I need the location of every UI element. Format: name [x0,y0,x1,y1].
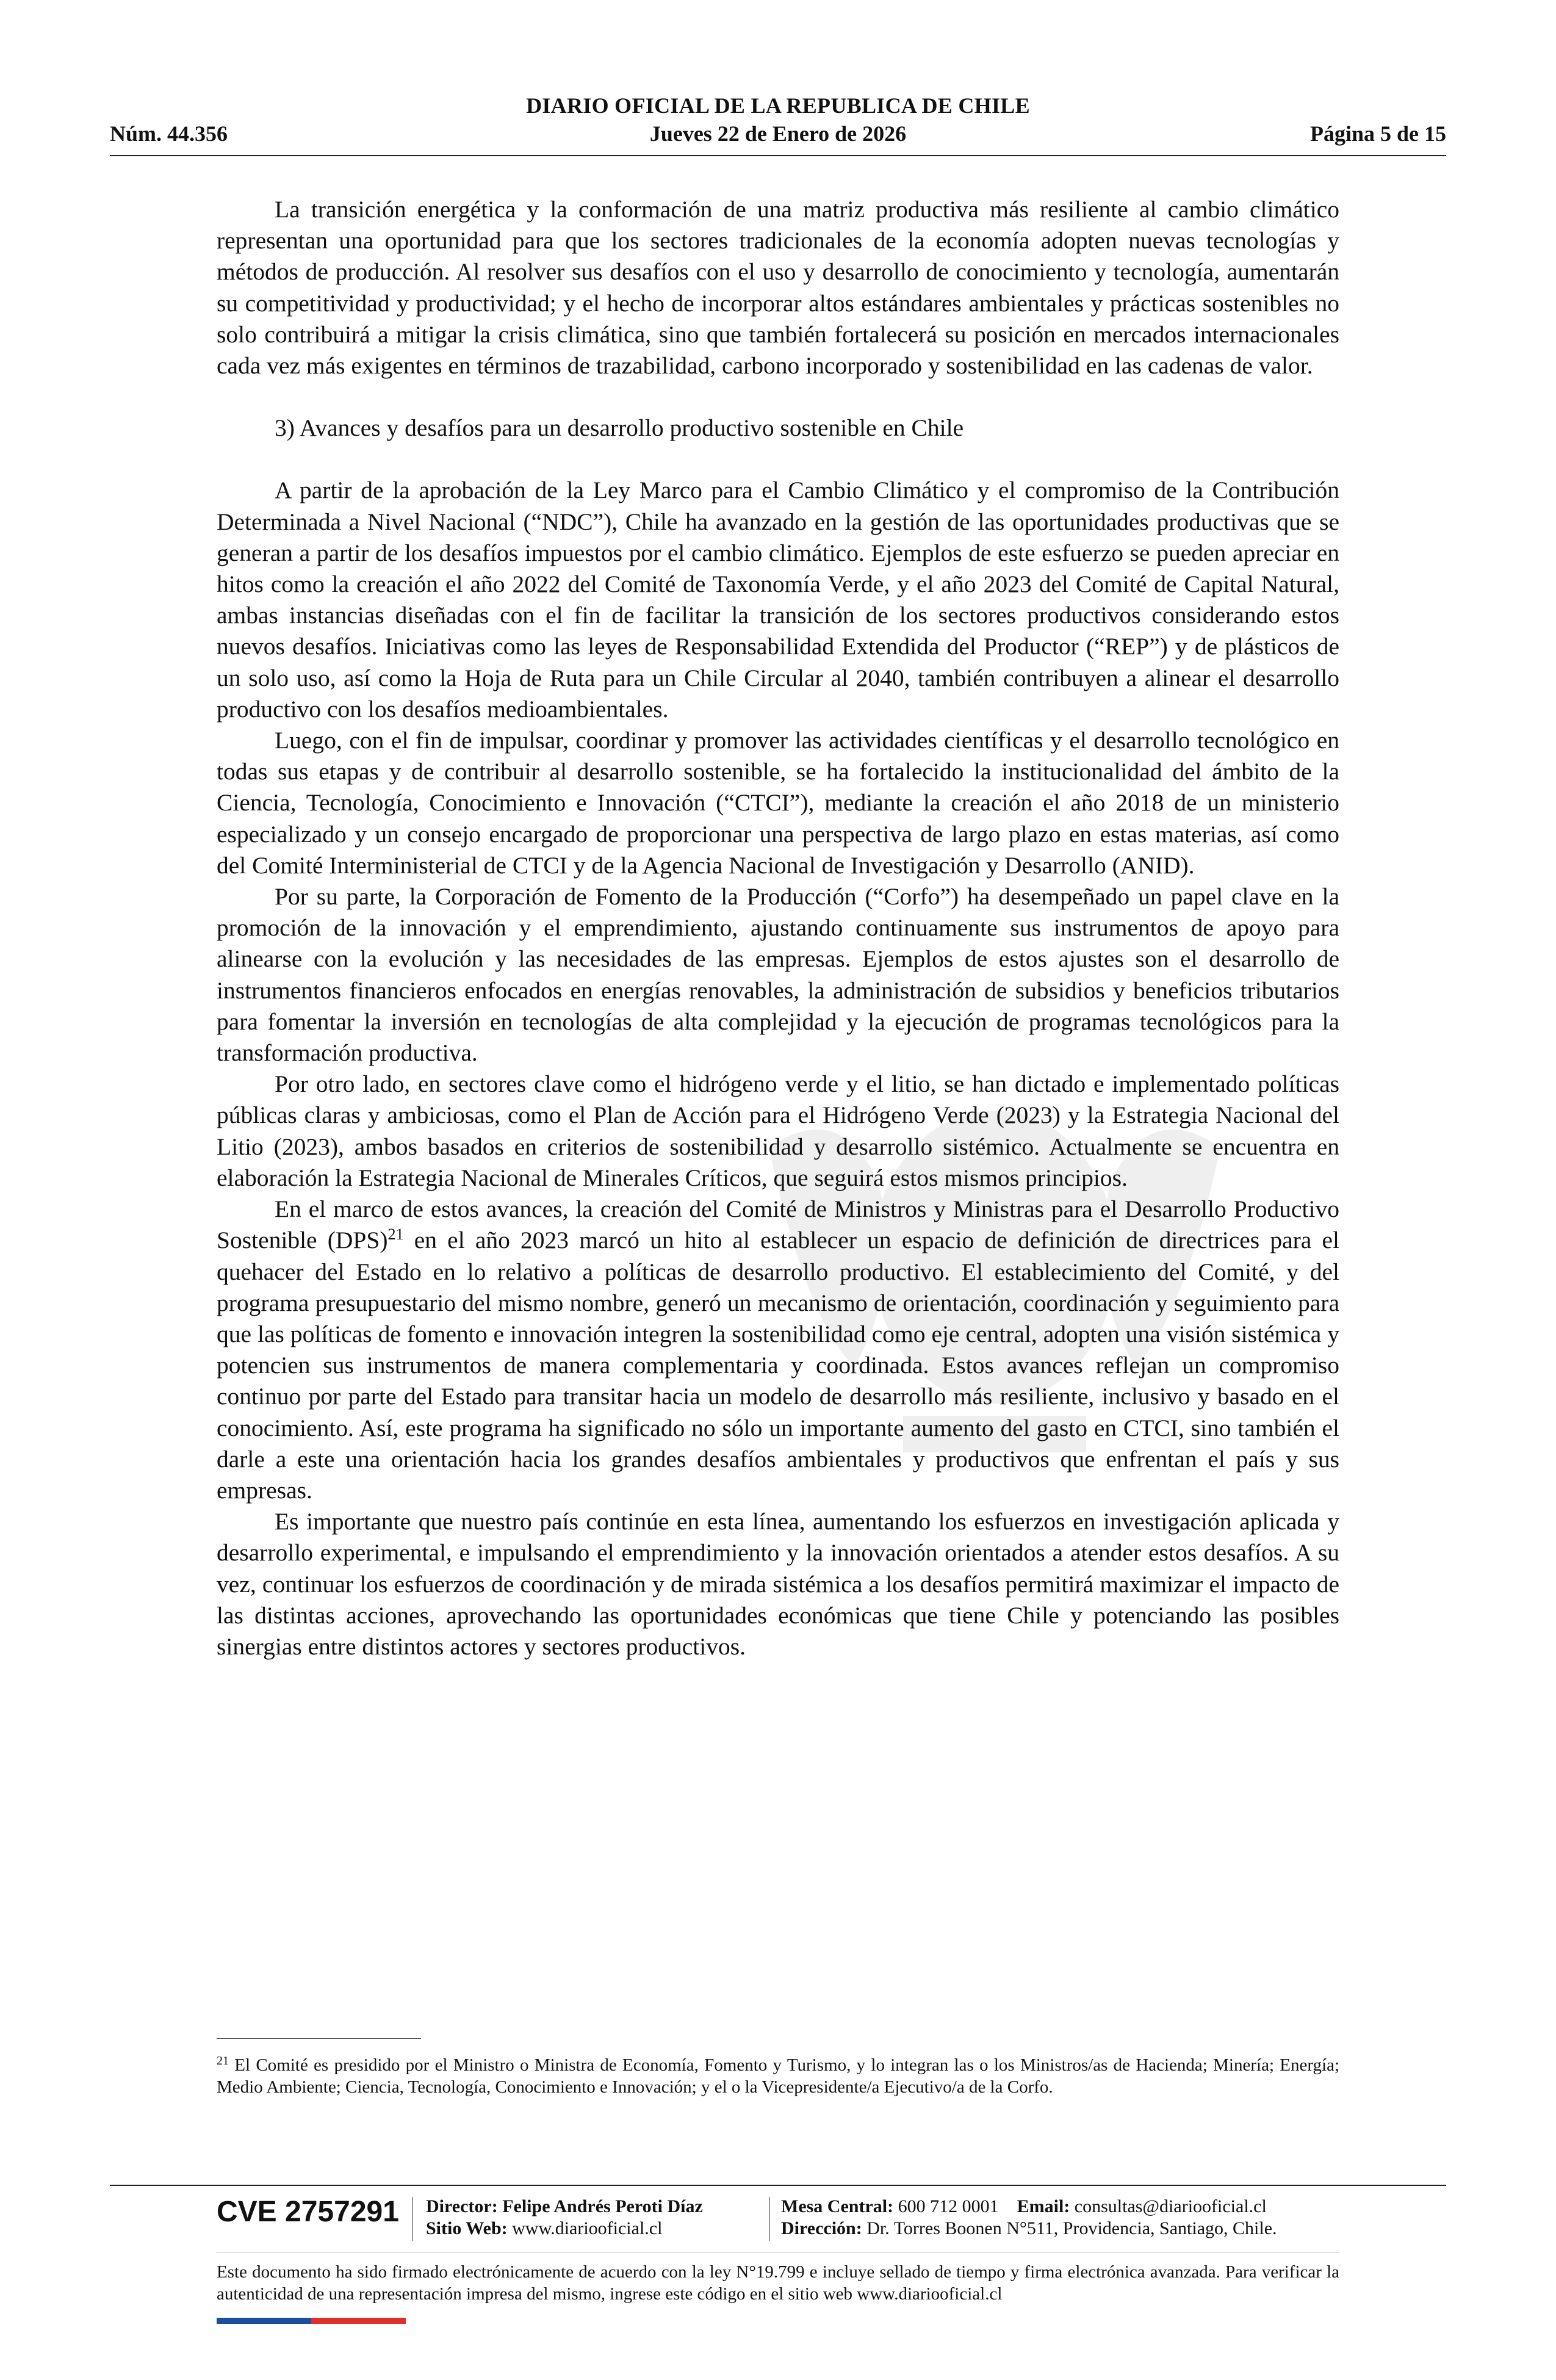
contact-info [781,2196,1277,2240]
paragraph-2: A partir de la aprobación de la Ley Marco para el Cambio Climático y el compromiso de la Contribución Determinada a Nivel Nacional (“NDC”), Chile ha avanzado en la gestión de las oportunidades productivas que se generan a partir de los desafíos impuestos por el cambio climático. Ejemplos de este esfuerzo se pueden apreciar en hitos como la creación el año 2022 del Comité de Taxonomía Verde, y el año 2023 del Comité de Capital Natural, ambas instancias diseñadas con el fin de facilitar la transición de los sectores productivos considerando estos nuevos desafíos. Iniciativas como las leyes de Responsabilidad Extendida del Productor (“REP”) y de plásticos de un solo uso, así como la Hoja de Ruta para un Chile Circular al 2040, también contribuyen a alinear el desarrollo productivo con los desafíos medioambientales. [217,477,1339,723]
footnote-mark: 21 [217,2054,229,2068]
flag-stripe [217,2318,406,2324]
footer-divider [110,2185,1446,2186]
email-label: Email: [1017,2196,1070,2216]
director-info [426,2196,703,2240]
footnote-divider [217,2038,421,2039]
footnote [217,2054,1339,2098]
paragraph-6 [217,1194,1339,1506]
footnote-text: El Comité es presidido por el Ministro o Ministra de Economía, Fomento y Turismo, y lo integran las o los Ministros/as de Hacienda; Minería; Energía; Medio Ambiente; Ciencia, Tecnología, Conocimiento e Innovación; y el o la Vicepresidente/a Ejecutivo/a de la Corfo. [217,2055,1339,2097]
page-indicator: Página 5 de 15 [1309,121,1446,146]
paragraph-6-text-b: en el año 2023 marcó un hito al establecer un espacio de definición de directrices para el quehacer del Estado en lo relativo a políticas de desarrollo productivo. El establecimiento del Comité, y del programa presupuestario del mismo nombre, generó un mecanismo de orientación, coordinación y seguimiento para que las políticas de fomento e innovación integren la sostenibilidad como eje central, adopten una visión sistémica y potencien sus instrumentos de manera complementaria y coordinada. Estos avances reflejan un compromiso continuo por parte del Estado para transitar hacia un modelo de desarrollo más resiliente, inclusivo y basado en el conocimiento. Así, este programa ha significado no sólo un importante aumento del gasto en CTCI, sino también el darle a este una orientación hacia los grandes desafíos ambientales y productivos que enfrentan el país y sus empresas. [217,1227,1339,1504]
email-link[interactable]: consultas@diariooficial.cl [1074,2196,1267,2216]
cve-code: CVE 2757291 [217,2196,399,2228]
address-value: Dr. Torres Boonen N°511, Providencia, Santiago, Chile. [866,2218,1277,2238]
mesa-phone: 600 712 0001 [898,2196,999,2216]
director-label: Director: [426,2196,498,2216]
address-label: Dirección: [781,2218,862,2238]
issue-number: Núm. 44.356 [110,121,228,146]
footnote-reference[interactable]: 21 [387,1225,404,1244]
paragraph-6-text-a: En el marco de estos avances, la creación del Comité de Ministros y Ministras para el Desarrollo Productivo Sostenible (DPS) [217,1195,1339,1254]
site-link[interactable]: www.diariooficial.cl [512,2218,663,2238]
footer-separator [412,2197,413,2241]
newspaper-title: DIARIO OFICIAL DE LA REPUBLICA DE CHILE [526,93,1030,118]
flag-red-segment [311,2318,406,2324]
paragraph-1: La transición energética y la conformación de una matriz productiva más resiliente al cambio climático representan una oportunidad para que los sectores tradicionales de la economía adopten nuevas tecnologías y métodos de producción. Al resolver sus desafíos con el uso y desarrollo de conocimiento y tecnología, aumentarán su competitividad y productividad; y el hecho de incorporar altos estándares ambientales y prácticas sostenibles no solo contribuirá a mitigar la crisis climática, sino que también fortalecerá su posición en mercados internacionales cada vez más exigentes en términos de trazabilidad, carbono incorporado y sostenibilidad en las cadenas de valor. [217,196,1339,380]
flag-blue-segment [217,2318,311,2324]
verification-notice: Este documento ha sido firmado electrónicamente de acuerdo con la ley N°19.799 e incluye sellado de tiempo y firma electrónica avanzada. Para verificar la autenticidad de una representación impresa del mismo, ingrese este código en el sitio web www.diariooficial.cl [217,2262,1339,2304]
paragraph-7: Es importante que nuestro país continúe en esta línea, aumentando los esfuerzos en investigación aplicada y desarrollo experimental, e impulsando el emprendimiento y la innovación orientados a atender estos desafíos. A su vez, continuar los esfuerzos de coordinación y de mirada sistémica a los desafíos permitirá maximizar el impacto de las distintas acciones, aprovechando las oportunidades económicas que tiene Chile y potenciando las posibles sinergias entre distintos actores y sectores productivos. [217,1508,1339,1660]
section-heading: 3) Avances y desafíos para un desarrollo productivo sostenible en Chile [275,414,964,442]
director-name: Felipe Andrés Peroti Díaz [502,2196,703,2216]
footer-separator [769,2197,770,2241]
header-divider [110,155,1446,156]
article-body [217,194,1339,1662]
mesa-label: Mesa Central: [781,2196,894,2216]
site-label: Sitio Web: [426,2218,508,2238]
paragraph-5: Por otro lado, en sectores clave como el hidrógeno verde y el litio, se han dictado e implementado políticas públicas claras y ambiciosas, como el Plan de Acción para el Hidrógeno Verde (2023) y la Estrategia Nacional del Litio (2023), ambos basados en criterios de sostenibilidad y desarrollo sistémico. Actualmente se encuentra en elaboración la Estrategia Nacional de Minerales Críticos, que seguirá estos mismos principios. [217,1070,1339,1191]
issue-date: Jueves 22 de Enero de 2026 [649,121,907,146]
paragraph-3: Luego, con el fin de impulsar, coordinar y promover las actividades científicas y el desarrollo tecnológico en todas sus etapas y de contribuir al desarrollo sostenible, se ha fortalecido la institucionalidad del ámbito de la Ciencia, Tecnología, Conocimiento e Innovación (“CTCI”), mediante la creación el año 2018 de un ministerio especializado y un consejo encargado de proporcionar una perspectiva de largo plazo en estas materias, así como del Comité Interministerial de CTCI y de la Agencia Nacional de Investigación y Desarrollo (ANID). [217,727,1339,879]
header-row [110,121,1446,149]
paragraph-4: Por su parte, la Corporación de Fomento de la Producción (“Corfo”) ha desempeñado un papel clave en la promoción de la innovación y el emprendimiento, ajustando continuamente sus instrumentos de apoyo para alinearse con la evolución y las necesidades de las empresas. Ejemplos de estos ajustes son el desarrollo de instrumentos financieros enfocados en energías renovables, la administración de subsidios y beneficios tributarios para fomentar la inversión en tecnologías de alta complejidad y la ejecución de programas tecnológicos para la transformación productiva. [217,883,1339,1067]
